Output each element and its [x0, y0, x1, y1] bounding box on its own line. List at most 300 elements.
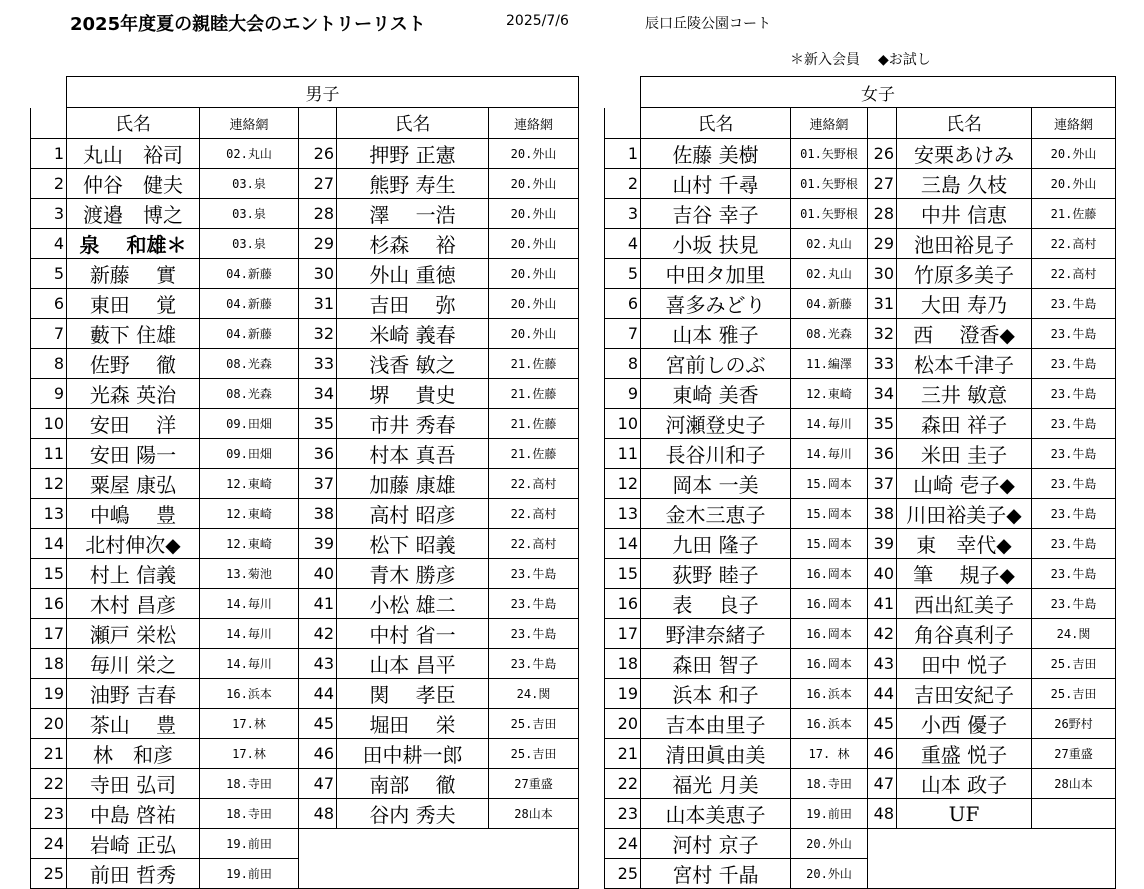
entry-number: 14 — [605, 529, 641, 559]
entry-contact: 27重盛 — [489, 769, 579, 799]
entry-contact: 23.牛島 — [489, 559, 579, 589]
entry-contact: 20.外山 — [489, 199, 579, 229]
women-row — [605, 349, 1116, 379]
entry-number: 5 — [31, 259, 67, 289]
entry-number: 44 — [868, 679, 897, 709]
entry-contact: 14.毎川 — [791, 409, 868, 439]
entry-name: 宮前しのぶ — [641, 349, 791, 379]
entry-number: 14 — [31, 529, 67, 559]
entry-contact: 23.牛島 — [1032, 439, 1116, 469]
entry-contact: 14.毎川 — [200, 649, 299, 679]
men-contact-header-left: 連絡網 — [200, 108, 299, 139]
entry-contact: 16.岡本 — [791, 619, 868, 649]
entry-contact: 27重盛 — [1032, 739, 1116, 769]
entry-number: 15 — [605, 559, 641, 589]
entry-contact: 12.東崎 — [200, 469, 299, 499]
entry-contact: 02.丸山 — [200, 139, 299, 169]
entry-number: 6 — [605, 289, 641, 319]
entry-name: 西 澄香◆ — [897, 319, 1032, 349]
entry-contact: 23.牛島 — [1032, 319, 1116, 349]
entry-contact: 20.外山 — [489, 259, 579, 289]
entry-contact: 16.岡本 — [791, 589, 868, 619]
entry-name: 瀬戸 栄松 — [67, 619, 200, 649]
entry-name: 谷内 秀夫 — [337, 799, 489, 829]
entry-contact: 23.牛島 — [1032, 289, 1116, 319]
entry-name: 森田 祥子 — [897, 409, 1032, 439]
entry-name: 田中耕一郎 — [337, 739, 489, 769]
entry-number: 8 — [31, 349, 67, 379]
entry-name: 林 和彦 — [67, 739, 200, 769]
entry-contact: 11.編澤 — [791, 349, 868, 379]
entry-number: 19 — [31, 679, 67, 709]
entry-name: 油野 吉春 — [67, 679, 200, 709]
entry-contact: 23.牛島 — [1032, 379, 1116, 409]
entry-contact: 20.外山 — [791, 829, 868, 859]
empty-cell — [489, 829, 579, 859]
entry-contact: 02.丸山 — [791, 229, 868, 259]
entry-contact: 25.吉田 — [1032, 679, 1116, 709]
entry-contact: 25.吉田 — [489, 709, 579, 739]
entry-contact: 16.浜本 — [791, 679, 868, 709]
entry-name: 泉 和雄＊ — [67, 229, 200, 259]
entry-number: 46 — [299, 739, 337, 769]
entry-number: 25 — [605, 859, 641, 889]
entry-number: 1 — [31, 139, 67, 169]
entry-number: 22 — [31, 769, 67, 799]
entry-name: 小坂 扶見 — [641, 229, 791, 259]
entry-number: 6 — [31, 289, 67, 319]
entry-name: 山村 千尋 — [641, 169, 791, 199]
entry-number: 44 — [299, 679, 337, 709]
entry-name: 米崎 義春 — [337, 319, 489, 349]
entry-name: 山本 雅子 — [641, 319, 791, 349]
women-row — [605, 289, 1116, 319]
entry-number: 48 — [299, 799, 337, 829]
entry-contact: 21.佐藤 — [489, 349, 579, 379]
entry-name: 仲谷 健夫 — [67, 169, 200, 199]
men-roster-table — [30, 76, 579, 889]
entry-number: 25 — [31, 859, 67, 889]
entry-contact: 01.矢野根 — [791, 199, 868, 229]
entry-number: 39 — [868, 529, 897, 559]
entry-number: 19 — [605, 679, 641, 709]
entry-name: 吉本由里子 — [641, 709, 791, 739]
entry-name: 大田 寿乃 — [897, 289, 1032, 319]
entry-name: 山本 政子 — [897, 769, 1032, 799]
entry-contact: 09.田畑 — [200, 409, 299, 439]
entry-number: 20 — [31, 709, 67, 739]
men-row — [31, 229, 579, 259]
entry-number: 10 — [31, 409, 67, 439]
entry-contact: 04.新藤 — [200, 319, 299, 349]
entry-name: 安栗あけみ — [897, 139, 1032, 169]
entry-number: 32 — [299, 319, 337, 349]
entry-name: 荻野 睦子 — [641, 559, 791, 589]
entry-contact: 09.田畑 — [200, 439, 299, 469]
men-row — [31, 199, 579, 229]
entry-contact: 20.外山 — [489, 169, 579, 199]
entry-number: 3 — [31, 199, 67, 229]
entry-name: 池田裕見子 — [897, 229, 1032, 259]
event-venue: 辰口丘陵公園コート — [645, 16, 771, 32]
empty-cell — [337, 829, 489, 859]
entry-name: 松下 昭義 — [337, 529, 489, 559]
entry-number: 30 — [868, 259, 897, 289]
entry-contact: 28山本 — [1032, 769, 1116, 799]
entry-name: 金木三恵子 — [641, 499, 791, 529]
women-contact-header-left: 連絡網 — [791, 108, 868, 139]
entry-name: 松本千津子 — [897, 349, 1032, 379]
entry-name: 澤 一浩 — [337, 199, 489, 229]
entry-number: 36 — [868, 439, 897, 469]
entry-contact: 23.牛島 — [1032, 469, 1116, 499]
entry-contact: 16.浜本 — [791, 709, 868, 739]
entry-contact: 22.高村 — [1032, 229, 1116, 259]
entry-contact: 23.牛島 — [1032, 409, 1116, 439]
empty-cell — [1032, 859, 1116, 889]
entry-number: 4 — [31, 229, 67, 259]
entry-contact: 20.外山 — [489, 319, 579, 349]
entry-contact: 15.岡本 — [791, 499, 868, 529]
entry-number: 40 — [868, 559, 897, 589]
empty-cell — [868, 859, 897, 889]
entry-name: 新藤 實 — [67, 259, 200, 289]
entry-number: 35 — [299, 409, 337, 439]
entry-number: 27 — [868, 169, 897, 199]
women-contact-header-right: 連絡網 — [1032, 108, 1116, 139]
entry-number: 21 — [31, 739, 67, 769]
women-row — [605, 379, 1116, 409]
entry-name: 田中 悦子 — [897, 649, 1032, 679]
entry-contact: 12.東崎 — [791, 379, 868, 409]
men-section-title: 男子 — [67, 77, 579, 108]
entry-contact: 23.牛島 — [489, 619, 579, 649]
entry-name: 宮村 千晶 — [641, 859, 791, 889]
entry-number: 26 — [299, 139, 337, 169]
entry-contact: 22.高村 — [489, 469, 579, 499]
women-row — [605, 739, 1116, 769]
entry-number: 41 — [299, 589, 337, 619]
women-row — [605, 589, 1116, 619]
women-row — [605, 259, 1116, 289]
men-row — [31, 469, 579, 499]
entry-number: 28 — [299, 199, 337, 229]
entry-name: 九田 隆子 — [641, 529, 791, 559]
entry-number: 48 — [868, 799, 897, 829]
entry-contact: 24.関 — [489, 679, 579, 709]
entry-number: 21 — [605, 739, 641, 769]
entry-number: 34 — [868, 379, 897, 409]
legend — [790, 49, 931, 69]
entry-contact: 28山本 — [489, 799, 579, 829]
legend-new-member: ＊新入会員 — [790, 52, 860, 68]
entry-name: 安田 陽一 — [67, 439, 200, 469]
women-row — [605, 469, 1116, 499]
women-roster-table — [604, 76, 1116, 889]
entry-number: 9 — [605, 379, 641, 409]
entry-contact: 22.高村 — [489, 499, 579, 529]
entry-name: 堺 貴史 — [337, 379, 489, 409]
entry-name: 東崎 美香 — [641, 379, 791, 409]
entry-contact: 23.牛島 — [489, 589, 579, 619]
entry-contact — [1032, 799, 1116, 829]
entry-number: 38 — [299, 499, 337, 529]
entry-number: 45 — [299, 709, 337, 739]
entry-name: 熊野 寿生 — [337, 169, 489, 199]
entry-number: 37 — [299, 469, 337, 499]
entry-number: 32 — [868, 319, 897, 349]
women-row — [605, 709, 1116, 739]
women-name-header-right: 氏名 — [897, 108, 1032, 139]
entry-name: 河瀬登史子 — [641, 409, 791, 439]
entry-number: 5 — [605, 259, 641, 289]
empty-cell — [299, 829, 337, 859]
men-row — [31, 589, 579, 619]
entry-number: 30 — [299, 259, 337, 289]
entry-contact: 01.矢野根 — [791, 169, 868, 199]
entry-number: 1 — [605, 139, 641, 169]
men-row — [31, 829, 579, 859]
men-row — [31, 799, 579, 829]
entry-contact: 21.佐藤 — [489, 379, 579, 409]
entry-number: 46 — [868, 739, 897, 769]
men-name-header-right: 氏名 — [337, 108, 489, 139]
entry-number: 39 — [299, 529, 337, 559]
men-row — [31, 859, 579, 889]
entry-contact: 08.光森 — [791, 319, 868, 349]
empty-cell — [489, 859, 579, 889]
entry-contact: 20.外山 — [489, 289, 579, 319]
entry-name: UF — [897, 799, 1032, 829]
entry-name: 中嶋 豊 — [67, 499, 200, 529]
entry-name: 毎川 栄之 — [67, 649, 200, 679]
men-row — [31, 139, 579, 169]
entry-number: 24 — [605, 829, 641, 859]
women-row — [605, 139, 1116, 169]
entry-name: 北村伸次◆ — [67, 529, 200, 559]
entry-number: 13 — [605, 499, 641, 529]
entry-number: 7 — [605, 319, 641, 349]
entry-contact: 16.岡本 — [791, 649, 868, 679]
women-row — [605, 319, 1116, 349]
women-row — [605, 829, 1116, 859]
entry-number: 16 — [605, 589, 641, 619]
entry-contact: 19.前田 — [200, 829, 299, 859]
women-name-header-left: 氏名 — [641, 108, 791, 139]
women-row — [605, 799, 1116, 829]
entry-number: 47 — [299, 769, 337, 799]
entry-number: 47 — [868, 769, 897, 799]
women-row — [605, 199, 1116, 229]
entry-contact: 20.外山 — [489, 229, 579, 259]
entry-contact: 03.泉 — [200, 199, 299, 229]
entry-number: 34 — [299, 379, 337, 409]
entry-contact: 23.牛島 — [1032, 349, 1116, 379]
entry-name: 岡本 一美 — [641, 469, 791, 499]
entry-name: 安田 洋 — [67, 409, 200, 439]
entry-name: 藪下 住雄 — [67, 319, 200, 349]
men-row — [31, 769, 579, 799]
entry-contact: 23.牛島 — [1032, 589, 1116, 619]
entry-name: 吉谷 幸子 — [641, 199, 791, 229]
entry-number: 10 — [605, 409, 641, 439]
men-row — [31, 559, 579, 589]
entry-name: 小西 優子 — [897, 709, 1032, 739]
entry-contact: 03.泉 — [200, 229, 299, 259]
entry-number: 43 — [299, 649, 337, 679]
men-row — [31, 709, 579, 739]
entry-name: 河村 京子 — [641, 829, 791, 859]
men-name-header-left: 氏名 — [67, 108, 200, 139]
entry-number: 31 — [868, 289, 897, 319]
entry-name: 加藤 康雄 — [337, 469, 489, 499]
entry-number: 33 — [299, 349, 337, 379]
entry-contact: 14.毎川 — [200, 589, 299, 619]
entry-number: 23 — [31, 799, 67, 829]
women-row — [605, 619, 1116, 649]
women-row — [605, 169, 1116, 199]
men-row — [31, 739, 579, 769]
entry-contact: 19.前田 — [791, 799, 868, 829]
entry-contact: 04.新藤 — [791, 289, 868, 319]
entry-name: 中田タ加里 — [641, 259, 791, 289]
entry-number: 17 — [605, 619, 641, 649]
entry-contact: 20.外山 — [1032, 169, 1116, 199]
entry-contact: 17. 林 — [791, 739, 868, 769]
entry-contact: 18.寺田 — [200, 769, 299, 799]
men-row — [31, 649, 579, 679]
entry-number: 13 — [31, 499, 67, 529]
entry-contact: 03.泉 — [200, 169, 299, 199]
entry-number: 31 — [299, 289, 337, 319]
entry-number: 15 — [31, 559, 67, 589]
entry-number: 29 — [868, 229, 897, 259]
entry-name: 清田眞由美 — [641, 739, 791, 769]
entry-name: 角谷真利子 — [897, 619, 1032, 649]
entry-contact: 13.菊池 — [200, 559, 299, 589]
entry-contact: 08.光森 — [200, 349, 299, 379]
entry-name: 押野 正憲 — [337, 139, 489, 169]
men-row — [31, 499, 579, 529]
entry-number: 22 — [605, 769, 641, 799]
entry-contact: 08.光森 — [200, 379, 299, 409]
entry-number: 42 — [868, 619, 897, 649]
entry-name: 山本美恵子 — [641, 799, 791, 829]
entry-contact: 17.林 — [200, 739, 299, 769]
entry-name: 森田 智子 — [641, 649, 791, 679]
empty-cell — [897, 829, 1032, 859]
entry-name: 高村 昭彦 — [337, 499, 489, 529]
men-row — [31, 529, 579, 559]
entry-contact: 26野村 — [1032, 709, 1116, 739]
entry-number: 27 — [299, 169, 337, 199]
women-row — [605, 679, 1116, 709]
entry-name: 重盛 悦子 — [897, 739, 1032, 769]
entry-name: 福光 月美 — [641, 769, 791, 799]
empty-cell — [299, 859, 337, 889]
entry-contact: 15.岡本 — [791, 469, 868, 499]
entry-number: 8 — [605, 349, 641, 379]
women-row — [605, 439, 1116, 469]
entry-contact: 15.岡本 — [791, 529, 868, 559]
women-row — [605, 409, 1116, 439]
entry-number: 40 — [299, 559, 337, 589]
entry-contact: 17.林 — [200, 709, 299, 739]
entry-number: 11 — [31, 439, 67, 469]
entry-name: 渡邉 博之 — [67, 199, 200, 229]
entry-number: 18 — [31, 649, 67, 679]
entry-name: 東田 覚 — [67, 289, 200, 319]
entry-contact: 23.牛島 — [1032, 529, 1116, 559]
entry-name: 米田 圭子 — [897, 439, 1032, 469]
men-section-header-row — [31, 77, 579, 108]
entry-contact: 12.東崎 — [200, 499, 299, 529]
men-row — [31, 679, 579, 709]
entry-number: 16 — [31, 589, 67, 619]
women-section-header-row — [605, 77, 1116, 108]
entry-name: 岩崎 正弘 — [67, 829, 200, 859]
entry-contact: 12.東崎 — [200, 529, 299, 559]
entry-name: 三島 久枝 — [897, 169, 1032, 199]
entry-number: 37 — [868, 469, 897, 499]
entry-name: 表 良子 — [641, 589, 791, 619]
men-row — [31, 349, 579, 379]
entry-number: 4 — [605, 229, 641, 259]
entry-name: 山崎 壱子◆ — [897, 469, 1032, 499]
men-column-header-row — [31, 108, 579, 139]
entry-number: 12 — [605, 469, 641, 499]
entry-contact: 01.矢野根 — [791, 139, 868, 169]
entry-name: 三井 敏意 — [897, 379, 1032, 409]
men-row — [31, 439, 579, 469]
men-row — [31, 619, 579, 649]
entry-name: 西出紅美子 — [897, 589, 1032, 619]
entry-name: 喜多みどり — [641, 289, 791, 319]
empty-cell — [337, 859, 489, 889]
entry-contact: 24.関 — [1032, 619, 1116, 649]
entry-name: 東 幸代◆ — [897, 529, 1032, 559]
women-row — [605, 859, 1116, 889]
entry-name: 市井 秀春 — [337, 409, 489, 439]
women-section-title: 女子 — [641, 77, 1116, 108]
women-row — [605, 559, 1116, 589]
entry-name: 中井 信恵 — [897, 199, 1032, 229]
entry-contact: 18.寺田 — [791, 769, 868, 799]
entry-number: 29 — [299, 229, 337, 259]
entry-number: 28 — [868, 199, 897, 229]
entry-contact: 21.佐藤 — [489, 409, 579, 439]
entry-name: 寺田 弘司 — [67, 769, 200, 799]
event-date: 2025/7/6 — [506, 13, 569, 29]
women-row — [605, 769, 1116, 799]
entry-contact: 19.前田 — [200, 859, 299, 889]
entry-contact: 25.吉田 — [489, 739, 579, 769]
legend-trial: ◆お試し — [878, 52, 931, 68]
entry-number: 24 — [31, 829, 67, 859]
entry-contact: 21.佐藤 — [1032, 199, 1116, 229]
men-row — [31, 409, 579, 439]
entry-name: 光森 英治 — [67, 379, 200, 409]
entry-number: 35 — [868, 409, 897, 439]
entry-number: 36 — [299, 439, 337, 469]
entry-number: 17 — [31, 619, 67, 649]
women-row — [605, 229, 1116, 259]
page-title: 2025年度夏の親睦大会のエントリーリスト — [70, 14, 426, 35]
entry-contact: 14.毎川 — [791, 439, 868, 469]
entry-name: 筆 規子◆ — [897, 559, 1032, 589]
entry-name: 青木 勝彦 — [337, 559, 489, 589]
entry-name: 吉田 弥 — [337, 289, 489, 319]
